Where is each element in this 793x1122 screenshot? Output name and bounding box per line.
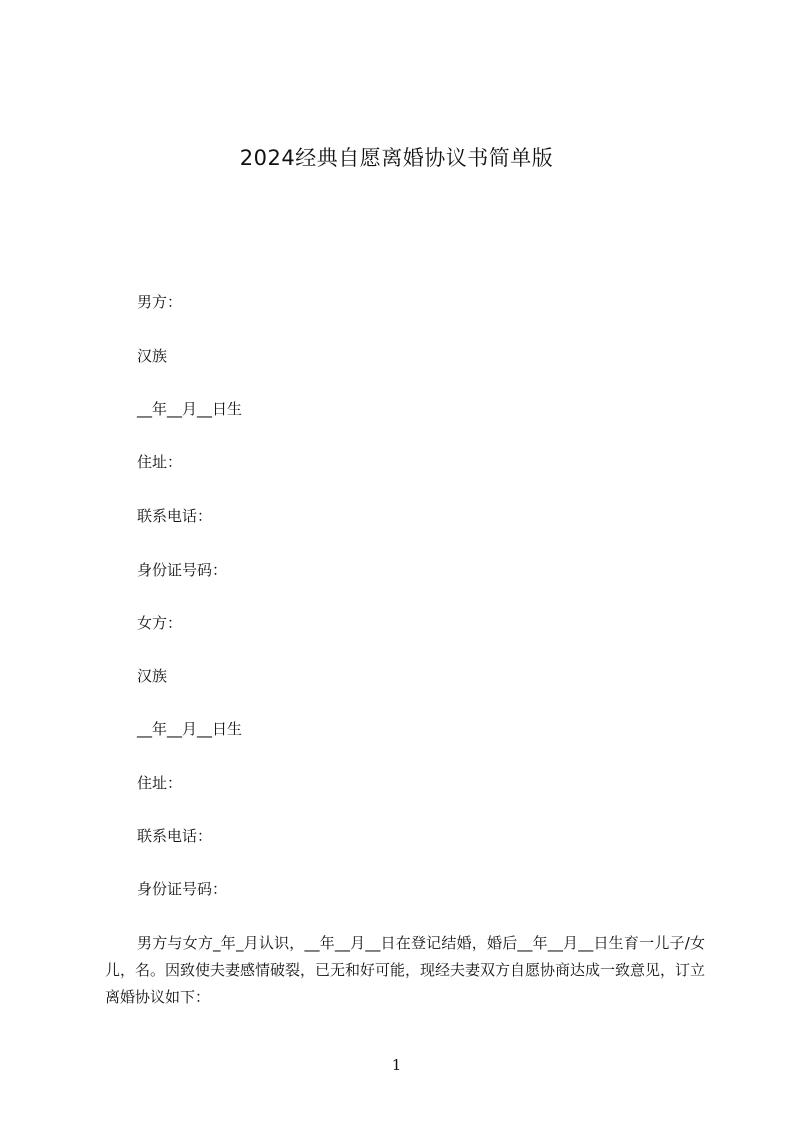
agreement-intro-paragraph: 男方与女方_年_月认识，__年__月__日在登记结婚，婚后__年__月__日生育一儿子/女儿，名。因致使夫妻感情破裂，已无和好可能，现经夫妻双方自愿协商达成一致意见，订立离婚协议如下： bbox=[105, 934, 706, 1006]
female-party-label: 女方： bbox=[137, 614, 183, 632]
male-phone-label: 联系电话： bbox=[137, 507, 213, 525]
female-address-label: 住址： bbox=[137, 774, 183, 792]
female-phone-label: 联系电话： bbox=[137, 827, 213, 845]
male-address-label: 住址： bbox=[137, 453, 183, 471]
female-ethnicity: 汉族 bbox=[137, 667, 168, 685]
female-birth-date: __年__月__日生 bbox=[137, 720, 243, 738]
female-id-number-label: 身份证号码： bbox=[137, 880, 228, 898]
male-birth-date: __年__月__日生 bbox=[137, 400, 243, 418]
male-ethnicity: 汉族 bbox=[137, 347, 168, 365]
document-title: 2024经典自愿离婚协议书简单版 bbox=[239, 146, 554, 170]
male-party-label: 男方： bbox=[137, 293, 183, 311]
male-id-number-label: 身份证号码： bbox=[137, 561, 228, 579]
page-number: 1 bbox=[391, 1056, 402, 1074]
